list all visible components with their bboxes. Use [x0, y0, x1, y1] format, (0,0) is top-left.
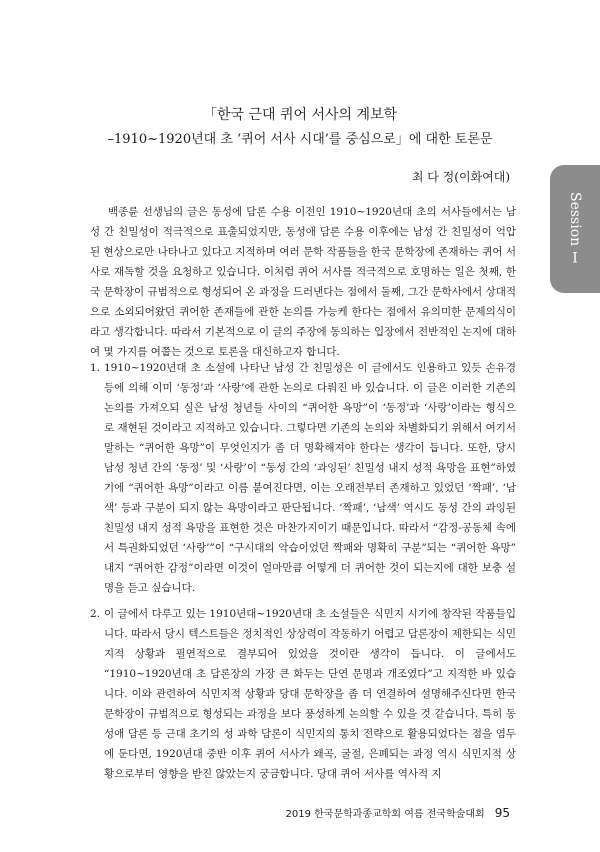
page-number: 95: [494, 806, 510, 820]
footer-event: 2019 한국문학과종교학회 여름 전국학술대회: [285, 809, 485, 820]
list-item: [90, 604, 516, 784]
intro-paragraph: 백종륜 선생님의 글은 동성에 담론 수용 이전인 1910~1920년대 초의 서사들에서는 남성 간 친밀성이 적극적으로 표출되었지만, 동성애 담론 수용 이후에는 남성 간 친밀성이 억압된 현상으로만 나타나고 있다고 지적하며 여러 문학 작품들을 한국 문학장에 존재하는 퀴어 서사로 재독할 것을 요청하고 있습니다. 이처럼 퀴어 서사를 적극적으로 호명하는 일은 첫째, 한국 문학장이 규범적으로 형성되어 온 과정을 드러낸다는 점에서 둘째, 그간 문학사에서 상대적으로 소외되어왔던 퀴어한 존재들에 관한 논의를 가능케 한다는 점에서 유의미한 문제의식이라고 생각합니다. 따라서 기본적으로 이 글의 주장에 동의하는 입장에서 전반적인 논지에 대하여 몇 가지를 여쭙는 것으로 토론을 대신하고자 합니다.: [90, 206, 516, 358]
list-item-text: 이 글에서 다루고 있는 1910년대~1920년대 초 소설들은 식민지 시기에 창작된 작품들입니다. 따라서 당시 텍스트들은 정치적인 상상력이 작동하기 어렵고 담론장이 제한되는 식민지적 상황과 필연적으로 결부되어 있었을 것이란 생각이 듭니다. 이 글에서도 “1910~1920년대 초 담론장의 가장 큰 화두는 단연 문명과 개조였다”고 지적한 바 있습니다. 이와 관련하여 식민지적 상황과 당대 문학장을 좀 더 연결하여 설명해주신다면 한국 문학장이 규범적으로 형성되는 과정을 보다 풍성하게 논의할 수 있을 것 같습니다. 특히 동성애 담론 등 근대 초기의 성 과학 담론이 식민지의 통치 전략으로 활용되었다는 점을 염두에 둔다면, 1920년대 중반 이후 퀴어 서사가 왜곡, 굴절, 은폐되는 과정 역시 식민지적 상황으로부터 영향을 받진 않았는지 궁금합니다. 당대 퀴어 서사를 역사적 지: [104, 608, 517, 780]
list-item-text: 1910~1920년대 초 소설에 나타난 남성 간 친밀성은 이 글에서도 인용하고 있듯 손유경 등에 의해 이미 ‘동정’과 ‘사랑’에 관한 논의로 다뤄진 바 있습니다. 이 글은 이러한 기존의 논의를 가져오되 실은 남성 청년들 사이의 “퀴어한 욕망”이 ‘동정’과 ‘사랑’이라는 형식으로 재현된 것이라고 지적하고 있습니다. 그렇다면 기존의 논의와 차별화되기 위해서 여기서 말하는 “퀴어한 욕망”이 무엇인지가 좀 더 명확해져야 한다는 생각이 듭니다. 또한, 당시 남성 청년 간의 ‘동정’ 및 ‘사랑’이 “동성 간의 ‘과잉된’ 친밀성 내지 성적 욕망을 표현”하였기에 “퀴어한 욕망”이라고 이름 붙여진다면, 이는 오래전부터 존재하고 있었던 ‘짝패’, ‘남색’ 등과 구분이 되지 않는 욕망이라고 판단됩니다. ‘짝패’, ‘남색’ 역시도 동성 간의 과잉된 친밀성 내지 성적 욕망을 표현한 것은 마찬가지이기 때문입니다. 따라서 “감정-공동체 속에서 특권화되었던 ‘사랑’”이 “구시대의 악습이었던 짝패와 명확히 구분”되는 “퀴어한 욕망” 내지 “퀴어한 감정”이라면 이것이 얼마만큼 어떻게 더 퀴어한 것이 되는지에 대한 보충 설명을 듣고 싶습니다.: [104, 362, 517, 594]
author: 최 다 정(이화여대): [411, 170, 510, 184]
page-footer: [286, 805, 511, 820]
session-tab-label: Session Ⅰ: [567, 191, 583, 267]
paper-title-line2: –1910~1920년대 초 ‘퀴어 서사 시대’를 중심으로」에 대한 토론문: [107, 132, 493, 147]
paper-title-line1: 「한국 근대 퀴어 서사의 계보학: [202, 107, 398, 123]
session-tab: [550, 165, 600, 293]
list-item: [90, 358, 516, 598]
list-item-number: 1.: [90, 362, 101, 374]
list-item-number: 2.: [90, 608, 101, 620]
